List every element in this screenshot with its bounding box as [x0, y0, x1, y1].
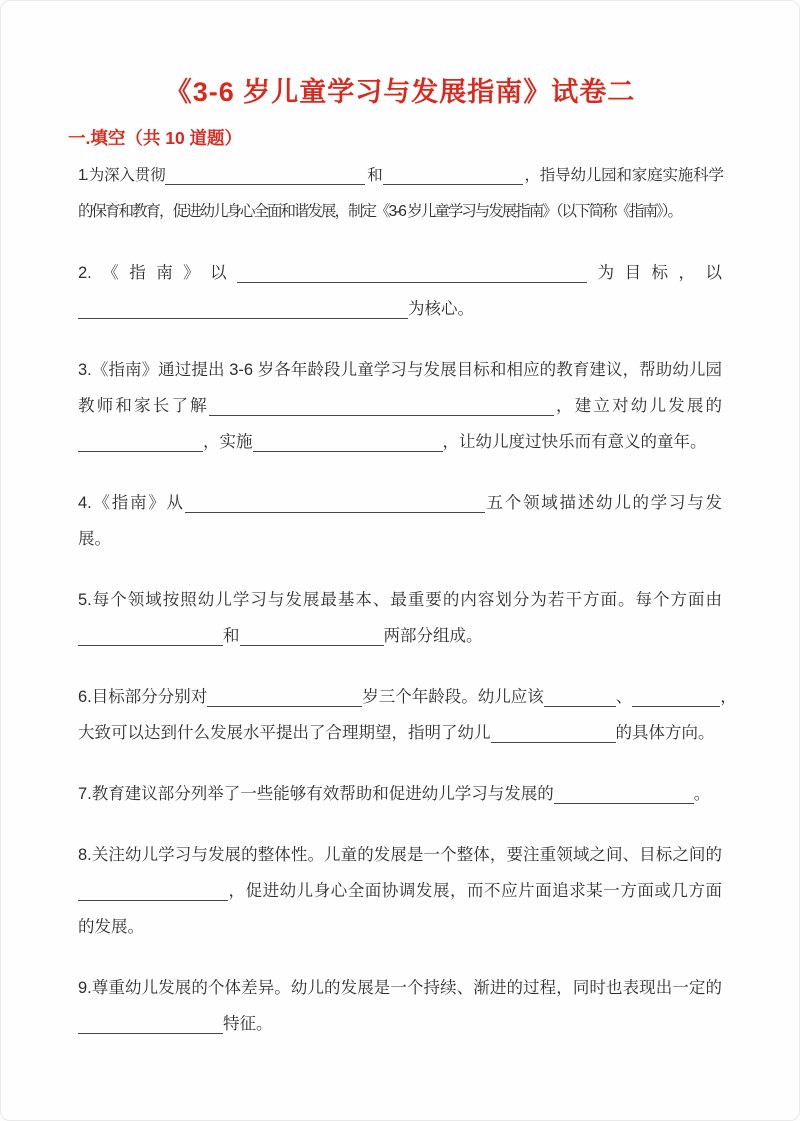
section-header-fill-in-blanks: 一.填空（共 10 道题）: [68, 128, 243, 148]
fill-in-blank-line: [491, 725, 616, 743]
question-text: ，促进幼儿身心全面协调发展，而不应片面追求某一方面或几方面: [228, 882, 722, 900]
question-5: [78, 582, 722, 654]
fill-in-blank-line: [632, 689, 720, 707]
question-line: [78, 679, 737, 715]
question-8: [78, 837, 722, 945]
questions: [78, 158, 737, 1042]
question-text: 和: [365, 167, 383, 184]
question-line: [78, 776, 722, 812]
fill-in-blank-line: [240, 628, 384, 646]
question-line: [78, 1006, 722, 1042]
question-text: 8.关注幼儿学习与发展的整体性。儿童的发展是一个整体，要注重领域之间、目标之间的: [78, 846, 722, 864]
question-line: [78, 582, 722, 618]
question-text: 为目标，以: [587, 264, 723, 282]
question-text: 的具体方向。: [615, 724, 715, 742]
question-text: 五个领域描述幼儿的学习与发: [484, 494, 723, 512]
fill-in-blank-line: [383, 168, 523, 185]
question-text: 的保育和教育，促进幼儿身心全面和谐发展，制定《3-6 岁儿童学习与发展指南》（以下简称《指南》）。: [78, 203, 681, 220]
question-text: ，实施: [203, 433, 253, 451]
question-line: [78, 255, 722, 291]
question-3: [78, 352, 722, 460]
question-text: ，建立对幼儿发展的: [553, 397, 722, 415]
question-text: 岁三个年龄段。幼儿应该: [362, 688, 544, 706]
question-text: ，: [720, 688, 737, 706]
question-line: [78, 715, 722, 751]
fill-in-blank-line: [78, 628, 223, 646]
question-text: 展。: [78, 530, 111, 548]
question-line: [78, 291, 722, 327]
question-line: [78, 424, 722, 460]
question-text: 6.目标部分分别对: [78, 688, 208, 706]
fill-in-blank-line: [78, 434, 203, 452]
question-text: 两部分组成。: [383, 627, 483, 645]
page-title: 《3-6 岁儿童学习与发展指南》试卷二: [164, 77, 636, 107]
fill-in-blank-line: [544, 689, 616, 707]
fill-in-blank-line: [185, 495, 485, 513]
question-text: 、: [615, 688, 633, 706]
fill-in-blank-line: [554, 786, 694, 804]
question-9: [78, 970, 722, 1042]
question-line: [78, 873, 722, 909]
fill-in-blank-line: [209, 398, 554, 416]
question-line: [78, 194, 722, 230]
fill-in-blank-line: [78, 301, 408, 319]
fill-in-blank-line: [253, 434, 443, 452]
question-text: 3.《指南》通过提出 3-6 岁各年龄段儿童学习与发展目标和相应的教育建议，帮助幼儿园: [78, 361, 722, 379]
question-6: [78, 679, 737, 751]
question-line: [78, 485, 722, 521]
question-7: [78, 776, 722, 812]
question-line: [78, 618, 722, 654]
fill-in-blank-line: [237, 265, 587, 283]
question-line: [78, 521, 722, 557]
question-text: 4.《指南》从: [78, 494, 185, 512]
fill-in-blank-line: [78, 1016, 223, 1034]
fill-in-blank-line: [207, 689, 362, 707]
question-text: 和: [223, 627, 240, 645]
question-2: [78, 255, 722, 327]
question-line: [78, 158, 722, 194]
question-line: [78, 837, 722, 873]
question-text: 1.为深入贯彻: [78, 167, 166, 184]
question-line: [78, 352, 722, 388]
fill-in-blank-line: [78, 883, 228, 901]
question-text: ，让幼儿度过快乐而有意义的童年。: [442, 433, 707, 451]
question-text: 为核心。: [408, 300, 474, 318]
question-text: 7.教育建议部分列举了一些能够有效帮助和促进幼儿学习与发展的: [78, 785, 554, 803]
question-text: 的发展。: [78, 918, 144, 936]
question-text: 2.《指南》以: [78, 264, 238, 282]
question-text: 大致可以达到什么发展水平提出了合理期望，指明了幼儿: [78, 724, 491, 742]
question-text: 特征。: [223, 1015, 273, 1033]
question-line: [78, 388, 722, 424]
question-1: [78, 158, 722, 230]
question-text: 5.每个领域按照幼儿学习与发展最基本、最重要的内容划分为若干方面。每个方面由: [78, 591, 722, 609]
fill-in-blank-line: [165, 168, 365, 185]
question-line: [78, 970, 722, 1006]
question-text: 教师和家长了解: [78, 397, 209, 415]
question-text: ，指导幼儿园和家庭实施科学: [522, 167, 722, 184]
question-line: [78, 909, 722, 945]
question-4: [78, 485, 722, 557]
question-text: 。: [693, 785, 711, 803]
question-text: 9.尊重幼儿发展的个体差异。幼儿的发展是一个持续、渐进的过程，同时也表现出一定的: [78, 979, 722, 997]
